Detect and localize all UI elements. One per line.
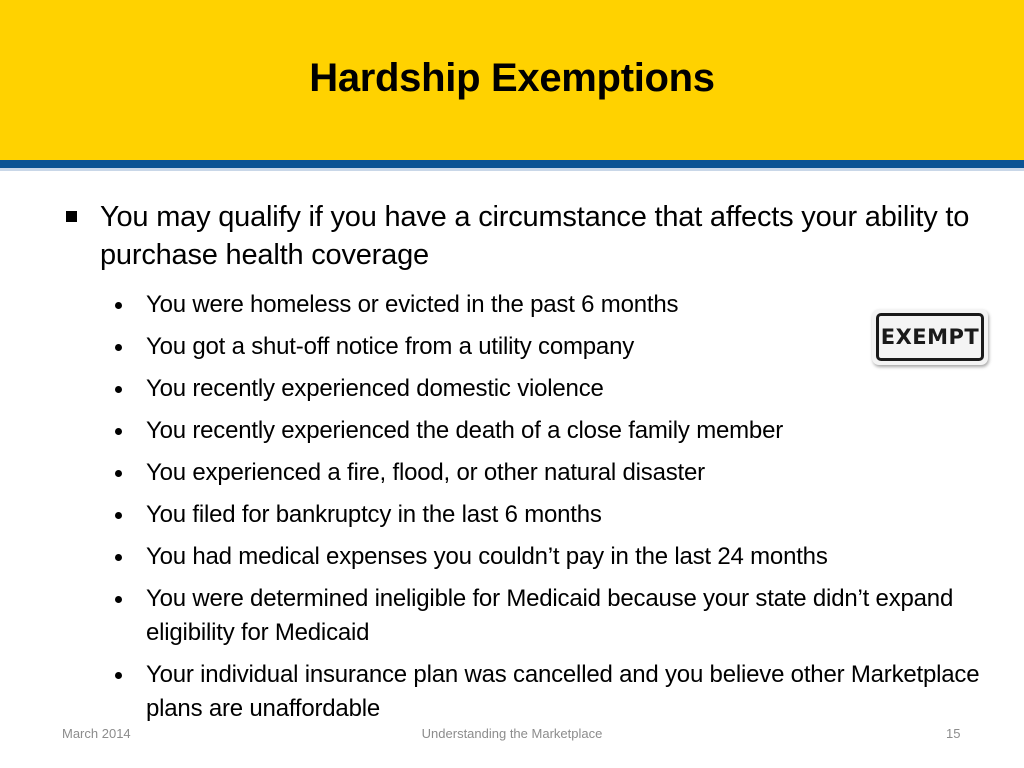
sub-bullet-list [113, 288, 1003, 734]
round-bullet-icon [115, 302, 122, 309]
sub-bullet-text: You were homeless or evicted in the past 6 months [146, 291, 679, 318]
exempt-sign-image [872, 309, 988, 365]
sub-bullet-item [113, 540, 1003, 574]
main-bullet [63, 198, 993, 274]
sub-bullet-item [113, 288, 1003, 322]
sub-bullet-text: You had medical expenses you couldn’t pay in the last 24 months [146, 543, 828, 570]
round-bullet-icon [115, 386, 122, 393]
sub-bullet-text: You recently experienced domestic violence [146, 375, 604, 402]
round-bullet-icon [115, 554, 122, 561]
sub-bullet-item [113, 414, 1003, 448]
sub-bullet-item [113, 582, 1003, 650]
sub-bullet-text: You recently experienced the death of a close family member [146, 417, 784, 444]
sub-bullet-item [113, 330, 1003, 364]
round-bullet-icon [115, 344, 122, 351]
footer-title: Understanding the Marketplace [421, 726, 603, 741]
sub-bullet-text: You were determined ineligible for Medicaid because your state didn’t expand eligibility for Medicaid [146, 585, 954, 646]
round-bullet-icon [115, 672, 122, 679]
main-bullet-text: You may qualify if you have a circumstance that affects your ability to purchase health coverage [100, 201, 970, 271]
page-number: 15 [946, 726, 961, 741]
sub-bullet-text: Your individual insurance plan was cancelled and you believe other Marketplace plans are unaffordable [146, 661, 980, 722]
sub-bullet-text: You experienced a fire, flood, or other natural disaster [146, 459, 705, 486]
sub-bullet-item [113, 498, 1003, 532]
round-bullet-icon [115, 470, 122, 477]
sub-bullet-item [113, 658, 1003, 726]
sub-bullet-text: You got a shut-off notice from a utility company [146, 333, 635, 360]
footer-date: March 2014 [62, 726, 131, 741]
round-bullet-icon [115, 512, 122, 519]
header-divider [0, 160, 1024, 168]
sub-bullet-item [113, 372, 1003, 406]
sub-bullet-text: You filed for bankruptcy in the last 6 months [146, 501, 602, 528]
square-bullet-icon [66, 211, 77, 222]
round-bullet-icon [115, 428, 122, 435]
header-divider-highlight [0, 168, 1024, 171]
slide-title: Hardship Exemptions [309, 56, 715, 100]
sub-bullet-item [113, 456, 1003, 490]
round-bullet-icon [115, 596, 122, 603]
exempt-sign-label: EXEMPT [876, 313, 984, 361]
